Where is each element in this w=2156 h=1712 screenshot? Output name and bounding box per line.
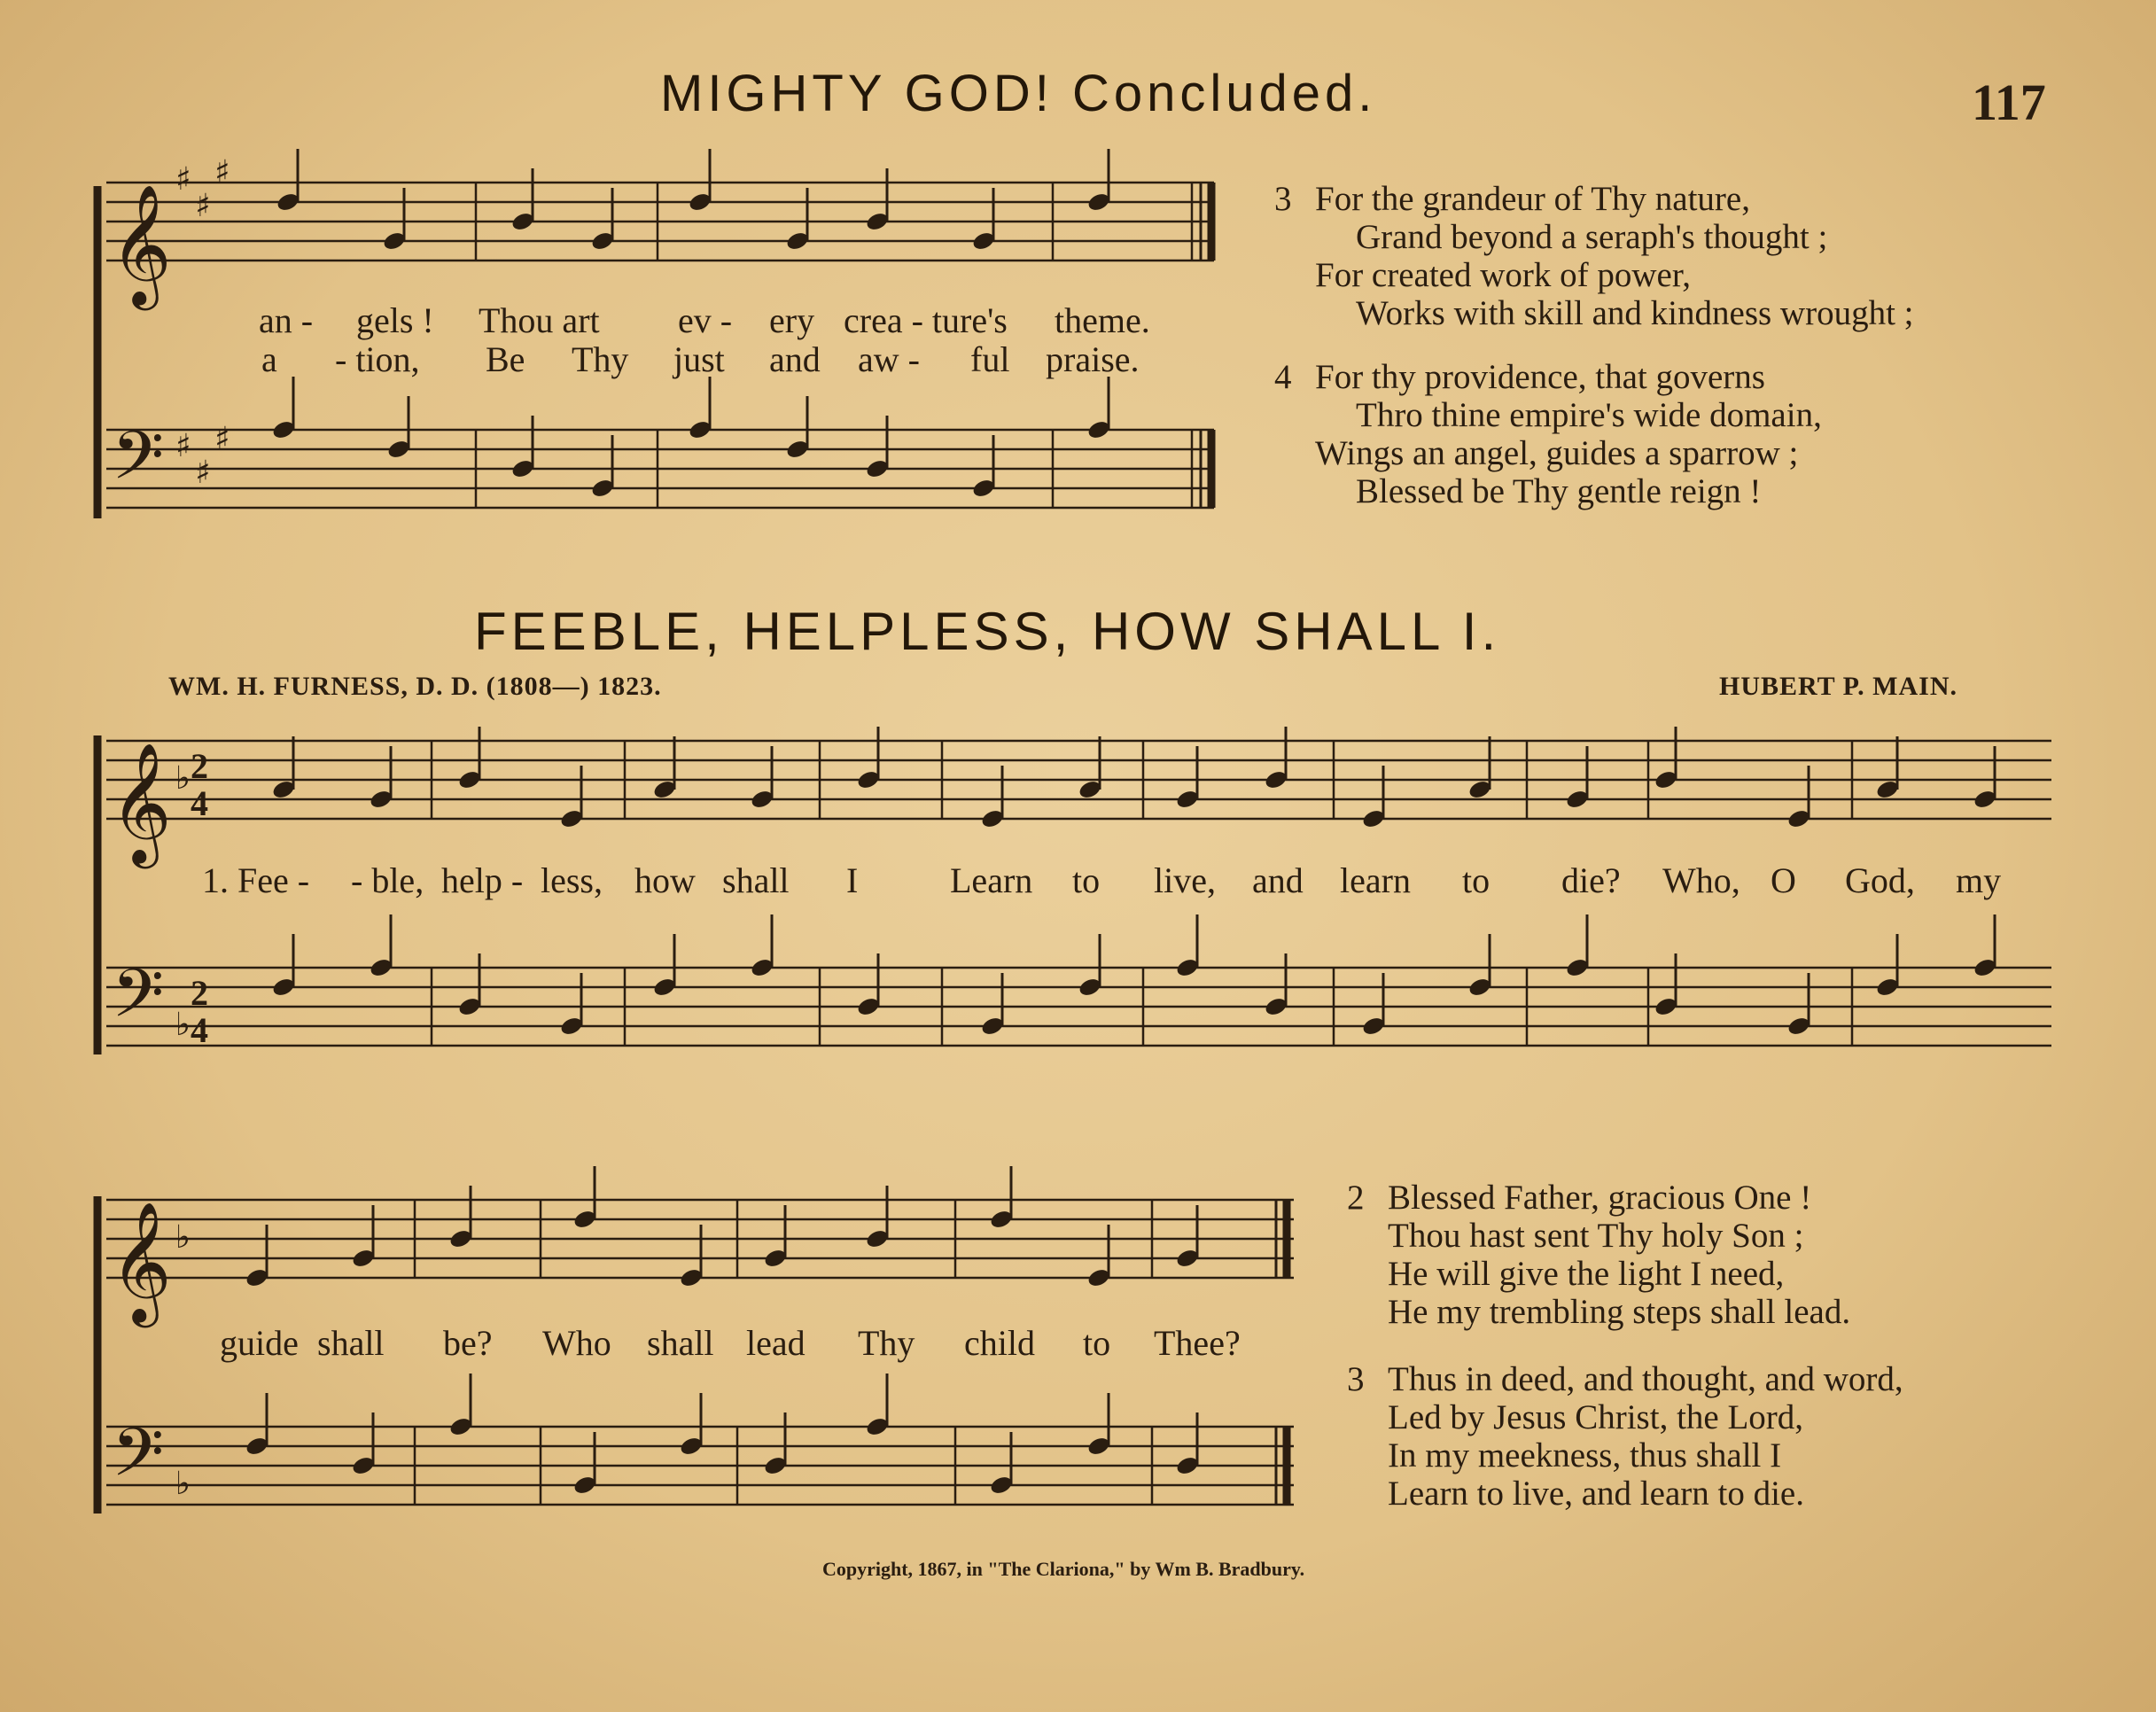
lyric-syllable: guide	[220, 1323, 299, 1363]
lyric-syllable: Who	[542, 1323, 611, 1363]
time-signature-top: 2	[191, 973, 208, 1013]
sharp-sign: ♯	[175, 428, 191, 464]
lyric-syllable: aw -	[858, 339, 920, 379]
lyric-syllable: to	[1462, 860, 1491, 900]
verse-line: For the grandeur of Thy nature,	[1315, 180, 1750, 218]
verse-3-feeble-helpless	[1347, 1360, 1903, 1513]
time-signature-bottom: 4	[191, 783, 208, 823]
verse-2-feeble-helpless	[1347, 1179, 1850, 1331]
page-number: 117	[1972, 74, 2046, 131]
treble-clef: 𝄞	[110, 183, 172, 305]
verse-line: Blessed be Thy gentle reign !	[1356, 472, 1762, 510]
treble-clef: 𝄞	[110, 741, 172, 863]
lyric-syllable: less,	[541, 860, 603, 900]
lyric-syllable: ery	[769, 300, 815, 340]
flat-sign: ♭	[175, 1007, 191, 1043]
lyric-syllable: theme.	[1055, 300, 1150, 340]
time-signature-top: 2	[191, 746, 208, 786]
lyric-syllable: shall	[722, 860, 790, 900]
verse-line: He my trembling steps shall lead.	[1388, 1293, 1851, 1331]
lyric-syllable: Thy	[572, 339, 629, 379]
lyric-syllable: a	[261, 339, 277, 379]
lyric-syllable: and	[1252, 860, 1304, 900]
lyric-syllable: Thee?	[1154, 1323, 1241, 1363]
lyric-syllable: lead	[746, 1323, 806, 1363]
author-credit: WM. H. FURNESS, D. D. (1808—) 1823.	[168, 672, 662, 701]
lyric-syllable: live,	[1154, 860, 1216, 900]
verse-line: Blessed Father, gracious One !	[1388, 1179, 1812, 1217]
composer-credit: HUBERT P. MAIN.	[1719, 672, 1958, 701]
verse-number: 3	[1347, 1360, 1365, 1398]
flat-sign: ♭	[175, 1219, 191, 1256]
lyric-syllable: my	[1956, 860, 2002, 900]
lyric-syllable: Thou art	[479, 300, 600, 340]
lyric-syllable: I	[846, 860, 859, 900]
lyric-syllable: Be	[486, 339, 525, 379]
lyric-syllable: O	[1771, 860, 1796, 900]
verse-line: In my meekness, thus shall I	[1388, 1436, 1782, 1475]
lyric-syllable: - ble,	[351, 860, 424, 900]
bass-clef: 𝄢	[112, 1413, 165, 1508]
verse-line: Led by Jesus Christ, the Lord,	[1388, 1398, 1804, 1436]
verse-number: 2	[1347, 1179, 1365, 1217]
lyric-syllable: God,	[1845, 860, 1915, 900]
staff	[106, 741, 2051, 868]
sharp-sign: ♯	[195, 455, 211, 491]
verse-line: Thus in deed, and thought, and word,	[1388, 1360, 1903, 1398]
lyric-syllable: Learn	[950, 860, 1033, 900]
lyric-syllable: an -	[259, 300, 314, 340]
lyric-syllable: praise.	[1046, 339, 1140, 379]
lyric-syllable: shall	[317, 1323, 385, 1363]
treble-clef: 𝄞	[110, 1200, 172, 1322]
lyric-syllable: 1. Fee -	[202, 860, 310, 900]
flat-sign: ♭	[175, 1466, 191, 1502]
verse-4-mighty-god	[1274, 358, 1822, 510]
sharp-sign: ♯	[214, 154, 230, 191]
verse-line: Thro thine empire's wide domain,	[1356, 396, 1822, 434]
lyric-syllable: - tion,	[335, 339, 420, 379]
verse-number: 3	[1274, 180, 1292, 218]
lyric-syllable: crea - ture's	[844, 300, 1008, 340]
verse-line: Works with skill and kindness wrought ;	[1356, 294, 1914, 332]
lyric-syllable: and	[769, 339, 821, 379]
time-signature-bottom: 4	[191, 1010, 208, 1050]
verse-3-mighty-god	[1274, 180, 1914, 332]
bass-clef: 𝄢	[112, 416, 165, 511]
verse-line: He will give the light I need,	[1388, 1255, 1785, 1293]
lyric-syllable: Thy	[858, 1323, 915, 1363]
staff	[106, 954, 2051, 1050]
verse-number: 4	[1274, 358, 1292, 396]
sharp-sign: ♯	[214, 421, 230, 457]
copyright-notice: Copyright, 1867, in "The Clariona," by Wm B. Bradbury.	[822, 1558, 1305, 1580]
verse-line: Learn to live, and learn to die.	[1388, 1475, 1804, 1513]
lyric-syllable: ful	[970, 339, 1010, 379]
flat-sign: ♭	[175, 760, 191, 797]
lyric-syllable: ev -	[678, 300, 733, 340]
lyric-syllable: shall	[647, 1323, 714, 1363]
sharp-sign: ♯	[195, 188, 211, 224]
lyric-syllable: how	[634, 860, 696, 900]
verse-line: Grand beyond a seraph's thought ;	[1356, 218, 1828, 256]
verse-line: For created work of power,	[1315, 256, 1692, 294]
verse-line: Wings an angel, guides a sparrow ;	[1315, 434, 1799, 472]
verse-line: Thou hast sent Thy holy Son ;	[1388, 1217, 1804, 1255]
lyric-syllable: gels !	[356, 300, 434, 340]
lyric-syllable: Who,	[1662, 860, 1740, 900]
lyric-syllable: die?	[1561, 860, 1621, 900]
staff	[106, 154, 1214, 310]
sharp-sign: ♯	[175, 161, 191, 198]
continued-title: MIGHTY GOD! Concluded.	[660, 65, 1377, 122]
verse-line: For thy providence, that governs	[1315, 358, 1765, 396]
bass-clef: 𝄢	[112, 954, 165, 1049]
lyric-syllable: be?	[443, 1323, 493, 1363]
lyric-syllable: just	[673, 339, 725, 379]
lyric-syllable: help -	[441, 860, 524, 900]
lyric-syllable: to	[1083, 1323, 1111, 1363]
lyric-syllable: learn	[1340, 860, 1411, 900]
lyric-syllable: child	[964, 1323, 1035, 1363]
lyric-syllable: to	[1072, 860, 1101, 900]
staff	[106, 416, 1214, 511]
hymn-title: FEEBLE, HELPLESS, HOW SHALL I.	[474, 602, 1501, 661]
